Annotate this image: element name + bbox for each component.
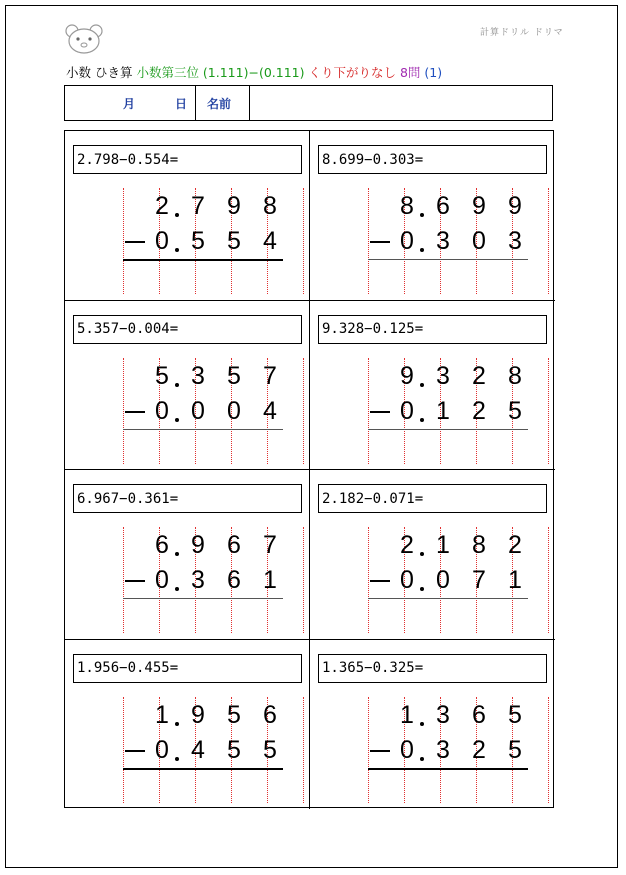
answer-area[interactable]: [368, 600, 528, 634]
answer-line: [368, 429, 528, 430]
top-decimal-point: [175, 383, 179, 387]
guide-line: [548, 697, 549, 803]
problem-cell: [310, 640, 555, 810]
bottom-digit: 5: [191, 227, 205, 255]
answer-line: [123, 598, 283, 599]
top-digit: 6: [227, 531, 241, 559]
bottom-digit: 5: [227, 735, 241, 764]
bottom-digit: 0: [400, 396, 414, 425]
guide-line: [303, 358, 304, 464]
guide-line: [303, 188, 304, 294]
bottom-decimal-point: [420, 248, 424, 252]
top-digit: 8: [472, 531, 486, 559]
top-decimal-point: [175, 552, 179, 556]
title-part: 小数 ひき算: [66, 65, 137, 80]
answer-line: [123, 429, 283, 430]
month-label: 月: [123, 96, 136, 111]
minus-sign: [125, 750, 145, 752]
bottom-digit: 0: [155, 396, 169, 425]
top-digit: 1: [155, 700, 169, 729]
bottom-decimal-point: [420, 757, 424, 761]
bottom-digit: 5: [508, 396, 522, 425]
minus-sign: [370, 580, 390, 582]
bottom-decimal-point: [175, 757, 179, 761]
bottom-digit: 5: [508, 735, 522, 764]
bottom-digit: 4: [191, 735, 205, 764]
top-digit: 2: [508, 531, 522, 559]
guide-line: [548, 527, 549, 633]
name-field[interactable]: [253, 86, 548, 120]
top-digit: 9: [227, 192, 241, 220]
top-digit: 8: [263, 192, 277, 220]
bottom-digit: 6: [227, 566, 241, 594]
minus-sign: [125, 241, 145, 243]
top-digit: 5: [508, 700, 522, 729]
top-decimal-point: [420, 213, 424, 217]
answer-area[interactable]: [123, 770, 283, 804]
top-digit: 2: [472, 361, 486, 390]
top-decimal-point: [420, 722, 424, 726]
minus-sign: [370, 411, 390, 413]
bottom-digit: 0: [155, 227, 169, 255]
top-digit: 9: [191, 531, 205, 559]
guide-line: [548, 188, 549, 294]
top-decimal-point: [420, 552, 424, 556]
guide-line: [303, 697, 304, 803]
bottom-decimal-point: [420, 587, 424, 591]
problem-cell: [310, 301, 555, 471]
top-digit: 1: [400, 700, 414, 729]
top-digit: 9: [400, 361, 414, 390]
bottom-digit: 0: [472, 227, 486, 255]
bottom-digit: 0: [227, 396, 241, 425]
top-digit: 9: [508, 192, 522, 220]
top-digit: 7: [263, 531, 277, 559]
day-label: 日: [175, 96, 188, 111]
top-digit: 9: [191, 700, 205, 729]
answer-area[interactable]: [368, 261, 528, 295]
top-decimal-point: [175, 722, 179, 726]
top-digit: 2: [155, 192, 169, 220]
answer-area[interactable]: [123, 600, 283, 634]
bottom-decimal-point: [175, 248, 179, 252]
bottom-digit: 0: [400, 735, 414, 764]
bottom-decimal-point: [175, 418, 179, 422]
bottom-digit: 3: [436, 227, 450, 255]
bottom-digit: 3: [191, 566, 205, 594]
title-part: くり下がりなし: [308, 65, 400, 80]
guide-line: [303, 527, 304, 633]
bottom-digit: 0: [400, 566, 414, 594]
top-digit: 6: [436, 192, 450, 220]
top-digit: 3: [436, 361, 450, 390]
minus-sign: [370, 241, 390, 243]
question-box: 9.328−0.125=: [318, 315, 547, 344]
question-box: 1.365−0.325=: [318, 654, 547, 683]
problem-cell: [65, 131, 310, 301]
answer-line: [368, 259, 528, 260]
bottom-digit: 1: [436, 396, 450, 425]
question-box: 2.182−0.071=: [318, 484, 547, 513]
top-digit: 3: [191, 361, 205, 390]
bottom-decimal-point: [175, 587, 179, 591]
bottom-digit: 0: [400, 227, 414, 255]
minus-sign: [370, 750, 390, 752]
answer-area[interactable]: [123, 261, 283, 295]
worksheet-title: [66, 63, 442, 81]
top-decimal-point: [420, 383, 424, 387]
question-box: 8.699−0.303=: [318, 145, 547, 174]
answer-line: [368, 598, 528, 599]
bottom-digit: 4: [263, 227, 277, 255]
answer-area[interactable]: [368, 770, 528, 804]
top-digit: 9: [472, 192, 486, 220]
top-digit: 5: [227, 700, 241, 729]
top-digit: 2: [400, 531, 414, 559]
problem-cell: [65, 470, 310, 640]
question-box: 1.956−0.455=: [73, 654, 302, 683]
minus-sign: [125, 580, 145, 582]
guide-line: [548, 358, 549, 464]
problem-cell: [310, 470, 555, 640]
title-part: (1): [420, 65, 443, 80]
bottom-digit: 5: [263, 735, 277, 764]
minus-sign: [125, 411, 145, 413]
name-date-row: [64, 85, 553, 121]
top-digit: 6: [472, 700, 486, 729]
bottom-digit: 2: [472, 396, 486, 425]
bottom-digit: 0: [155, 566, 169, 594]
top-digit: 5: [227, 361, 241, 390]
top-digit: 7: [191, 192, 205, 220]
top-digit: 3: [436, 700, 450, 729]
bottom-digit: 0: [155, 735, 169, 764]
question-box: 5.357−0.004=: [73, 315, 302, 344]
bottom-digit: 1: [263, 566, 277, 594]
bottom-digit: 1: [508, 566, 522, 594]
name-label: 名前: [207, 96, 232, 111]
bottom-decimal-point: [420, 418, 424, 422]
bottom-digit: 3: [508, 227, 522, 255]
title-part: 小数第三位 (1.111)−(0.111): [136, 65, 309, 80]
problem-cell: [310, 131, 555, 301]
bottom-digit: 7: [472, 566, 486, 594]
bottom-digit: 0: [436, 566, 450, 594]
answer-area[interactable]: [368, 431, 528, 465]
bottom-digit: 4: [263, 396, 277, 425]
title-part: 8問: [399, 65, 421, 80]
question-box: 2.798−0.554=: [73, 145, 302, 174]
bottom-digit: 0: [191, 396, 205, 425]
bottom-digit: 5: [227, 227, 241, 255]
answer-area[interactable]: [123, 431, 283, 465]
top-digit: 6: [263, 700, 277, 729]
top-digit: 8: [400, 192, 414, 220]
bottom-digit: 3: [436, 735, 450, 764]
top-digit: 6: [155, 531, 169, 559]
top-digit: 5: [155, 361, 169, 390]
brand-label: 計算ドリル ドリマ: [480, 28, 564, 38]
top-decimal-point: [175, 213, 179, 217]
problem-cell: [65, 301, 310, 471]
problem-cell: [65, 640, 310, 810]
top-digit: 1: [436, 531, 450, 559]
top-digit: 8: [508, 361, 522, 390]
bear-logo-icon: [64, 22, 104, 56]
top-digit: 7: [263, 361, 277, 390]
bottom-digit: 2: [472, 735, 486, 764]
question-box: 6.967−0.361=: [73, 484, 302, 513]
problem-grid: [64, 130, 554, 808]
